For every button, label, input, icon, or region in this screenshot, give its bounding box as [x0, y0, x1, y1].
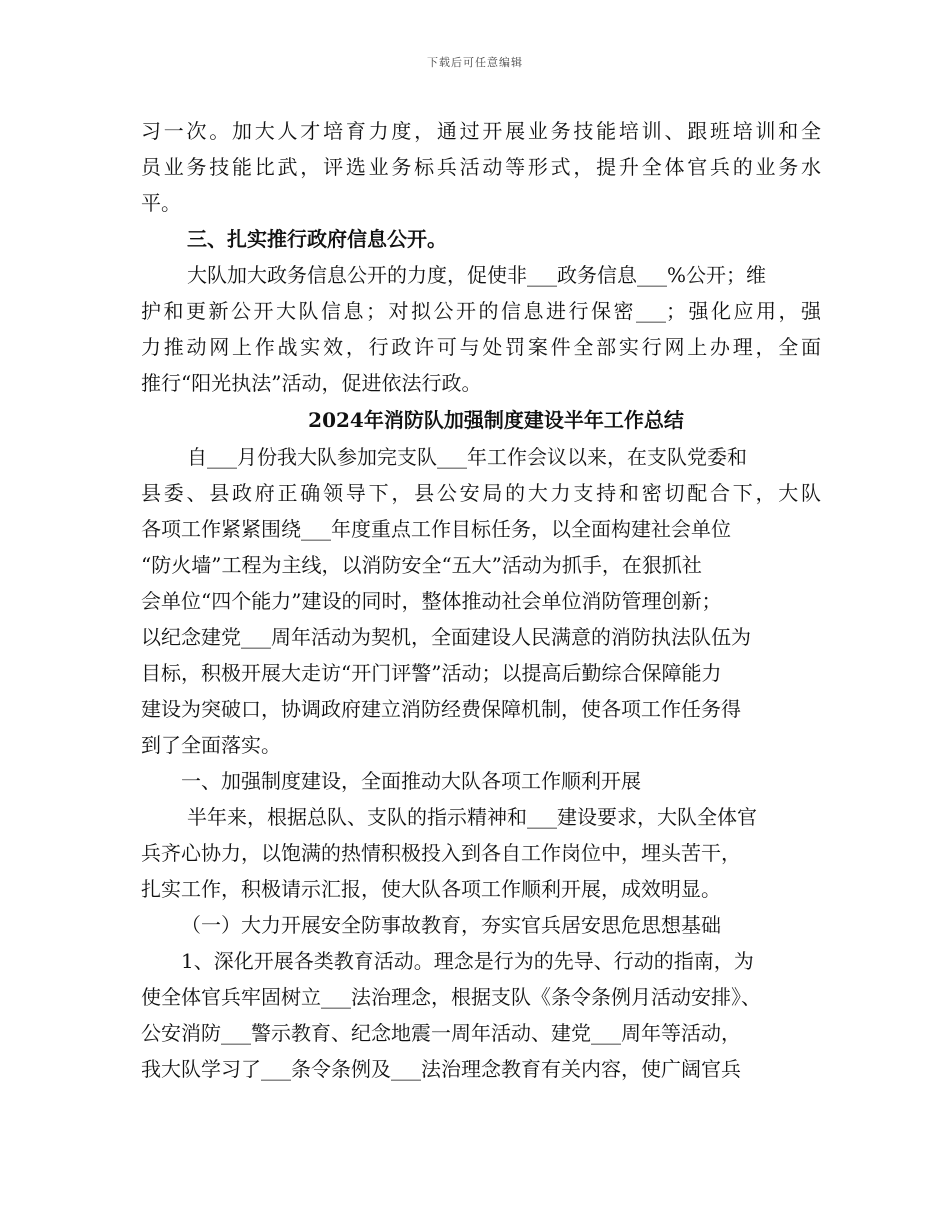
document-title: 2024年消防队加强制度建设半年工作总结 [308, 408, 684, 432]
paragraph-line: “防火墙”工程为主线，以消防安全“五大”活动为抓手，在狠抓社 [141, 553, 702, 577]
paragraph-line: 县委、县政府正确领导下，县公安局的大力支持和密切配合下，大队 [141, 481, 821, 505]
paragraph-line: 使全体官兵牢固树立___法治理念，根据支队《条令条例月活动安排》、 [141, 985, 761, 1009]
paragraph-line: 力推动网上作战实效，行政许可与处罚案件全部实行网上办理，全面 [141, 335, 821, 359]
paragraph-line: 护和更新公开大队信息；对拟公开的信息进行保密___；强化应用，强 [141, 299, 821, 323]
paragraph-line: 1、深化开展各类教育活动。理念是行为的先导、行动的指南，为 [181, 949, 754, 973]
paragraph-line: 习一次。加大人才培育力度，通过开展业务技能培训、跟班培训和全 [141, 119, 821, 143]
subsection-heading: （一）大力开展安全防事故教育，夯实官兵居安思危思想基础 [181, 913, 721, 937]
paragraph-line: 会单位“四个能力”建设的同时，整体推动社会单位消防管理创新； [141, 589, 722, 613]
paragraph-line: 以纪念建党___周年活动为契机，全面建设人民满意的消防执法队伍为 [141, 625, 751, 649]
paragraph-line: 目标，积极开展大走访“开门评警”活动；以提高后勤综合保障能力 [141, 661, 722, 685]
paragraph-line: 兵齐心协力，以饱满的热情积极投入到各自工作岗位中，埋头苦干， [141, 841, 741, 865]
document-body [141, 113, 821, 1087]
paragraph-line: 员业务技能比武，评选业务标兵活动等形式，提升全体官兵的业务水 [141, 155, 821, 179]
section-heading: 三、扎实推行政府信息公开。 [187, 227, 447, 251]
section-heading: 一、加强制度建设，全面推动大队各项工作顺利开展 [181, 769, 641, 793]
paragraph-line: 建设为突破口，协调政府建立消防经费保障机制，使各项工作任务得 [141, 697, 741, 721]
page-header: 下载后可任意编辑 [427, 56, 523, 69]
paragraph-line: 平。 [141, 191, 181, 215]
paragraph-line: 推行“阳光执法”活动，促进依法行政。 [141, 371, 482, 395]
paragraph-line: 自___月份我大队参加完支队___年工作会议以来，在支队党委和 [187, 445, 747, 469]
paragraph-line: 各项工作紧紧围绕___年度重点工作目标任务，以全面构建社会单位 [141, 517, 731, 541]
paragraph-line: 半年来，根据总队、支队的指示精神和___建设要求，大队全体官 [187, 805, 757, 829]
paragraph-line: 到了全面落实。 [141, 733, 281, 757]
paragraph-line: 大队加大政务信息公开的力度，促使非___政务信息___%公开；维 [187, 263, 767, 287]
paragraph-line: 我大队学习了___条令条例及___法治理念教育有关内容，使广阔官兵 [141, 1057, 741, 1081]
paragraph-line: 扎实工作，积极请示汇报，使大队各项工作顺利开展，成效明显。 [141, 877, 721, 901]
paragraph-line: 公安消防___警示教育、纪念地震一周年活动、建党___周年等活动， [141, 1021, 741, 1045]
